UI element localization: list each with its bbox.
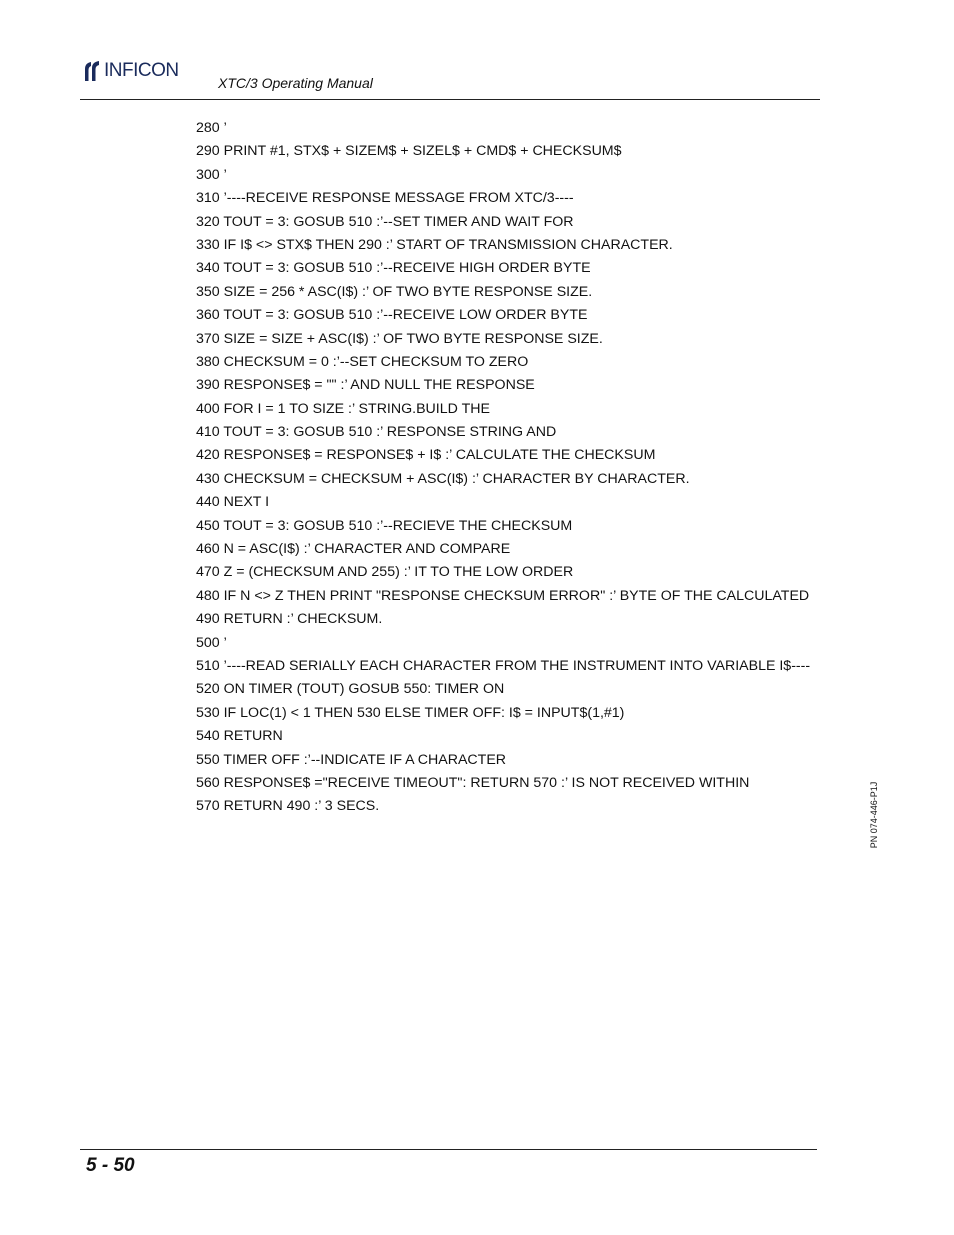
code-line: 460 N = ASC(I$) :’ CHARACTER AND COMPARE bbox=[196, 541, 511, 558]
code-line: 490 RETURN :’ CHECKSUM. bbox=[196, 611, 383, 628]
code-line: 470 Z = (CHECKSUM AND 255) :’ IT TO THE LOW ORDER bbox=[196, 564, 574, 581]
code-line: 290 PRINT #1, STX$ + SIZEM$ + SIZEL$ + CMD$ + CHECKSUM$ bbox=[196, 143, 622, 160]
header-rule bbox=[80, 99, 820, 100]
inficon-logo bbox=[82, 60, 179, 82]
logo-text: INFICON bbox=[104, 60, 179, 81]
code-line: 410 TOUT = 3: GOSUB 510 :’ RESPONSE STRING AND bbox=[196, 424, 557, 441]
code-line: 430 CHECKSUM = CHECKSUM + ASC(I$) :’ CHARACTER BY CHARACTER. bbox=[196, 470, 690, 487]
code-line: 340 TOUT = 3: GOSUB 510 :’--RECEIVE HIGH ORDER BYTE bbox=[196, 260, 591, 277]
code-line: 360 TOUT = 3: GOSUB 510 :’--RECEIVE LOW ORDER BYTE bbox=[196, 307, 588, 324]
code-line: 310 ’----RECEIVE RESPONSE MESSAGE FROM XTC/3---- bbox=[196, 190, 574, 207]
part-number-label: PN 074-446-P1J bbox=[869, 781, 879, 849]
code-line: 370 SIZE = SIZE + ASC(I$) :’ OF TWO BYTE RESPONSE SIZE. bbox=[196, 330, 603, 347]
page-number: 5 - 50 bbox=[86, 1155, 135, 1176]
code-line: 420 RESPONSE$ = RESPONSE$ + I$ :’ CALCULATE THE CHECKSUM bbox=[196, 447, 656, 464]
code-line: 320 TOUT = 3: GOSUB 510 :’--SET TIMER AND WAIT FOR bbox=[196, 213, 574, 230]
manual-title: XTC/3 Operating Manual bbox=[218, 75, 373, 91]
code-listing bbox=[196, 117, 816, 819]
code-line: 550 TIMER OFF :’--INDICATE IF A CHARACTER bbox=[196, 751, 507, 768]
code-line: 450 TOUT = 3: GOSUB 510 :’--RECIEVE THE CHECKSUM bbox=[196, 517, 573, 534]
code-line: 520 ON TIMER (TOUT) GOSUB 550: TIMER ON bbox=[196, 681, 505, 698]
code-line: 390 RESPONSE$ = "" :’ AND NULL THE RESPONSE bbox=[196, 377, 535, 394]
inficon-logo-icon bbox=[82, 60, 102, 82]
code-line: 570 RETURN 490 :’ 3 SECS. bbox=[196, 798, 380, 815]
code-line: 330 IF I$ <> STX$ THEN 290 :’ START OF TRANSMISSION CHARACTER. bbox=[196, 236, 673, 253]
code-line: 350 SIZE = 256 * ASC(I$) :’ OF TWO BYTE RESPONSE SIZE. bbox=[196, 283, 593, 300]
code-line: 440 NEXT I bbox=[196, 494, 270, 511]
footer-rule bbox=[80, 1149, 817, 1150]
code-line: 480 IF N <> Z THEN PRINT "RESPONSE CHECKSUM ERROR" :’ BYTE OF THE CALCULATED bbox=[196, 587, 810, 604]
code-line: 300 ’ bbox=[196, 166, 227, 183]
code-line: 510 ’----READ SERIALLY EACH CHARACTER FROM THE INSTRUMENT INTO VARIABLE I$---- bbox=[196, 657, 811, 674]
code-line: 500 ’ bbox=[196, 634, 227, 651]
code-line: 540 RETURN bbox=[196, 728, 283, 745]
code-line: 400 FOR I = 1 TO SIZE :’ STRING.BUILD THE bbox=[196, 400, 490, 417]
code-line: 560 RESPONSE$ ="RECEIVE TIMEOUT": RETURN 570 :’ IS NOT RECEIVED WITHIN bbox=[196, 774, 750, 791]
code-line: 530 IF LOC(1) < 1 THEN 530 ELSE TIMER OFF: I$ = INPUT$(1,#1) bbox=[196, 704, 625, 721]
code-line: 280 ’ bbox=[196, 120, 227, 136]
code-line: 380 CHECKSUM = 0 :’--SET CHECKSUM TO ZERO bbox=[196, 353, 529, 370]
